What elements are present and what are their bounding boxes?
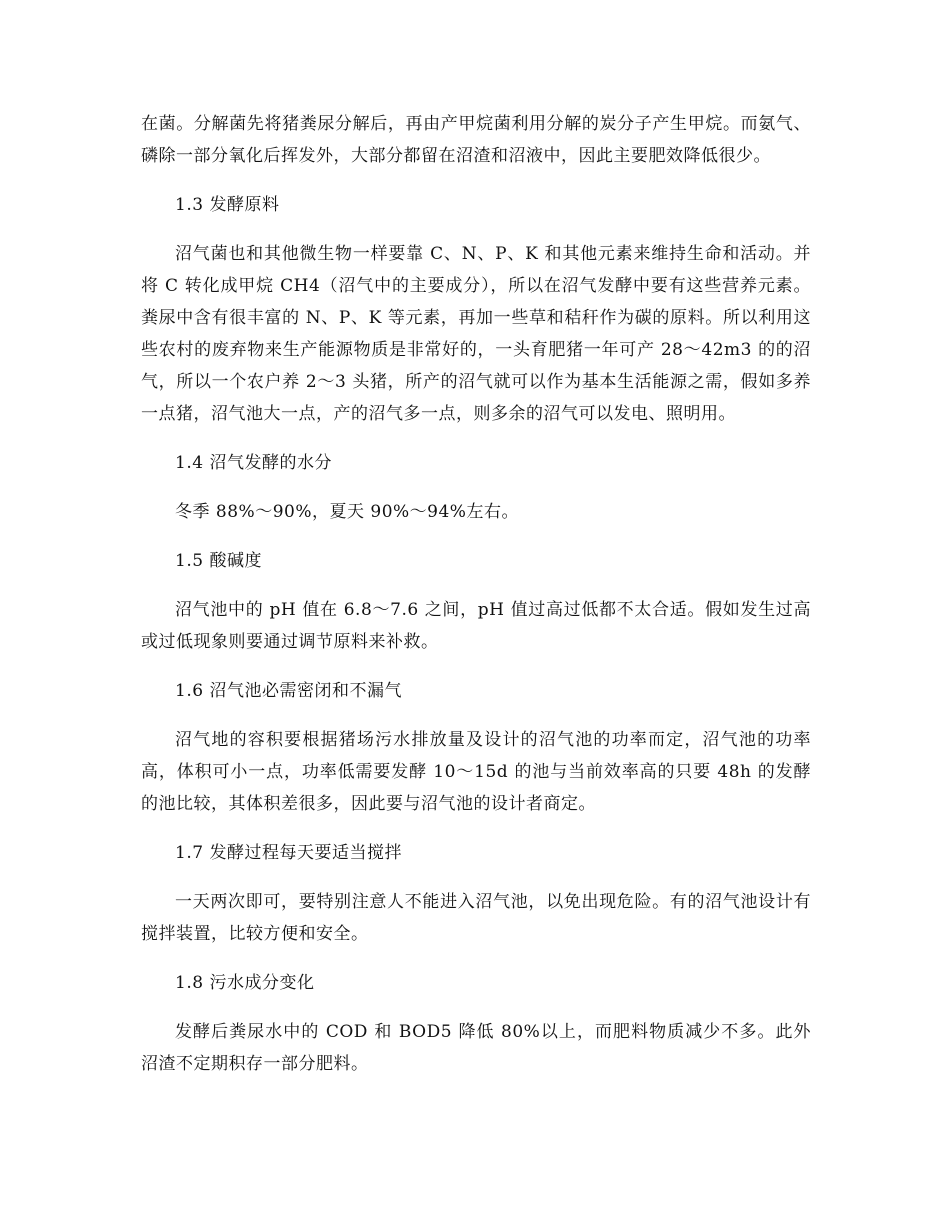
paragraph-water-content: 冬季 88%～90%，夏天 90%～94%左右。 [175,502,519,522]
document-body [141,108,811,1097]
paragraph-stirring: 一天两次即可，要特别注意人不能进入沼气池，以免出现危险。有的沼气池设计有搅拌装置，比较方便和安全。 [141,892,811,944]
section-heading-1-4: 1.4 沼气发酵的水分 [175,453,332,473]
section-heading-1-7: 1.7 发酵过程每天要适当搅拌 [175,843,402,863]
section-heading-1-3: 1.3 发酵原料 [175,195,280,215]
paragraph-continuation: 在菌。分解菌先将猪粪尿分解后，再由产甲烷菌利用分解的炭分子产生甲烷。而氨气、磷除一部分氧化后挥发外，大部分都留在沼渣和沼液中，因此主要肥效降低很少。 [141,114,811,166]
section-heading-1-5: 1.5 酸碱度 [175,551,262,571]
section-heading-1-6: 1.6 沼气池必需密闭和不漏气 [175,681,402,701]
paragraph-tank-volume: 沼气地的容积要根据猪场污水排放量及设计的沼气池的功率而定，沼气池的功率高，体积可小一点，功率低需要发酵 10～15d 的池与当前效率高的只要 48h 的发酵的池比较，其体积差很多，因此要与沼气池的设计者商定。 [141,730,811,814]
paragraph-wastewater: 发酵后粪尿水中的 COD 和 BOD5 降低 80%以上，而肥料物质减少不多。此外沼渣不定期积存一部分肥料。 [141,1022,811,1074]
section-heading-1-8: 1.8 污水成分变化 [175,973,315,993]
paragraph-fermentation-material: 沼气菌也和其他微生物一样要靠 C、N、P、K 和其他元素来维持生命和活动。并将 C 转化成甲烷 CH4（沼气中的主要成分），所以在沼气发酵中要有这些营养元素。粪尿中含有很丰富的 N、P、K 等元素，再加一些草和秸秆作为碳的原料。所以利用这些农村的废弃物来生产能源物质是非常好的，一头育肥猪一年可产 28～42m3 的的沼气，所以一个农户养 2～3 头猪，所产的沼气就可以作为基本生活能源之需，假如多养一点猪，沼气池大一点，产的沼气多一点，则多余的沼气可以发电、照明用。 [141,244,811,424]
paragraph-ph: 沼气池中的 pH 值在 6.8～7.6 之间，pH 值过高过低都不太合适。假如发生过高或过低现象则要通过调节原料来补救。 [141,600,811,652]
